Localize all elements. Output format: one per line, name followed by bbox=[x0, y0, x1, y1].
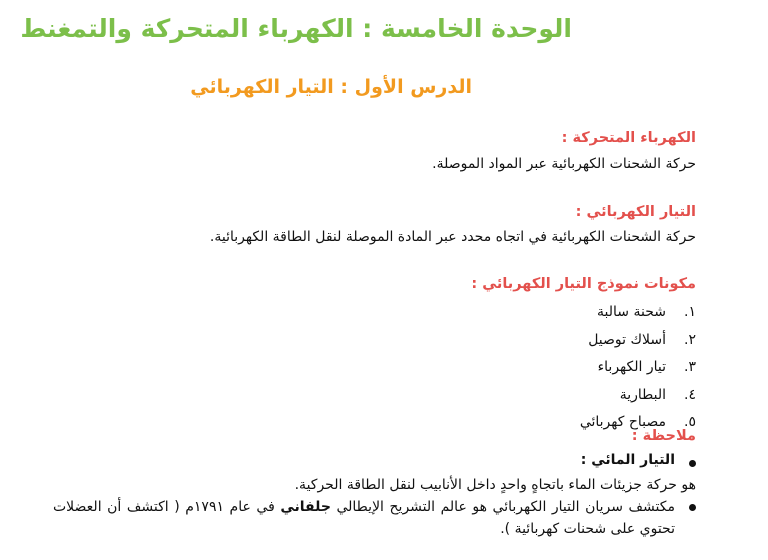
water-current-text: هو حركة جزيئات الماء باتجاهٍ واحدٍ داخل الأنابيب لنقل الطاقة الحركية. bbox=[294, 477, 696, 493]
water-current-bullet bbox=[581, 452, 696, 468]
list-item-number: ٥. bbox=[684, 414, 696, 430]
list-item-label: البطارية bbox=[619, 386, 666, 403]
list-item bbox=[580, 385, 696, 413]
bullet-icon bbox=[689, 460, 696, 467]
list-item-label: تيار الكهرباء bbox=[597, 359, 666, 375]
discoverer-name: جلفاني bbox=[280, 499, 331, 515]
list-item-label: مصباح كهربائي bbox=[579, 414, 666, 430]
note-heading: ملاحظة : bbox=[631, 428, 696, 444]
lesson-title: الدرس الأول : التيار الكهربائي bbox=[190, 76, 472, 98]
moving-electricity-definition: حركة الشحنات الكهربائية عبر المواد الموصلة. bbox=[432, 156, 696, 172]
list-item-number: ١. bbox=[684, 304, 696, 320]
list-item bbox=[580, 302, 696, 330]
electric-current-definition: حركة الشحنات الكهربائية في اتجاه محدد عبر المادة الموصلة لنقل الطاقة الكهربائية. bbox=[209, 229, 696, 245]
discovery-text-part2: في عام ١٧٩١م ( اكتشف أن العضلات تحتوي على شحنات كهربائية ). bbox=[53, 499, 675, 537]
moving-electricity-heading: الكهرباء المتحركة : bbox=[561, 130, 696, 146]
list-item-label: أسلاك توصيل bbox=[588, 331, 666, 348]
list-item-number: ٢. bbox=[684, 331, 696, 348]
discovery-text bbox=[53, 496, 675, 540]
list-item-number: ٤. bbox=[684, 386, 696, 403]
discovery-text-part1: مكتشف سريان التيار الكهربائي هو عالم التشريح الإيطالي bbox=[336, 499, 675, 515]
list-item-number: ٣. bbox=[684, 359, 696, 375]
electric-current-heading: التيار الكهربائي : bbox=[575, 204, 696, 220]
unit-title: الوحدة الخامسة : الكهرباء المتحركة والتمغنط bbox=[20, 14, 572, 43]
list-item bbox=[580, 357, 696, 385]
list-item-label: شحنة سالبة bbox=[597, 304, 666, 320]
components-list bbox=[580, 302, 696, 440]
water-current-label: التيار المائي : bbox=[580, 452, 675, 468]
bullet-icon bbox=[689, 504, 696, 511]
discovery-bullet bbox=[53, 496, 696, 540]
components-heading: مكونات نموذج التيار الكهربائي : bbox=[471, 276, 696, 292]
list-item bbox=[580, 330, 696, 358]
